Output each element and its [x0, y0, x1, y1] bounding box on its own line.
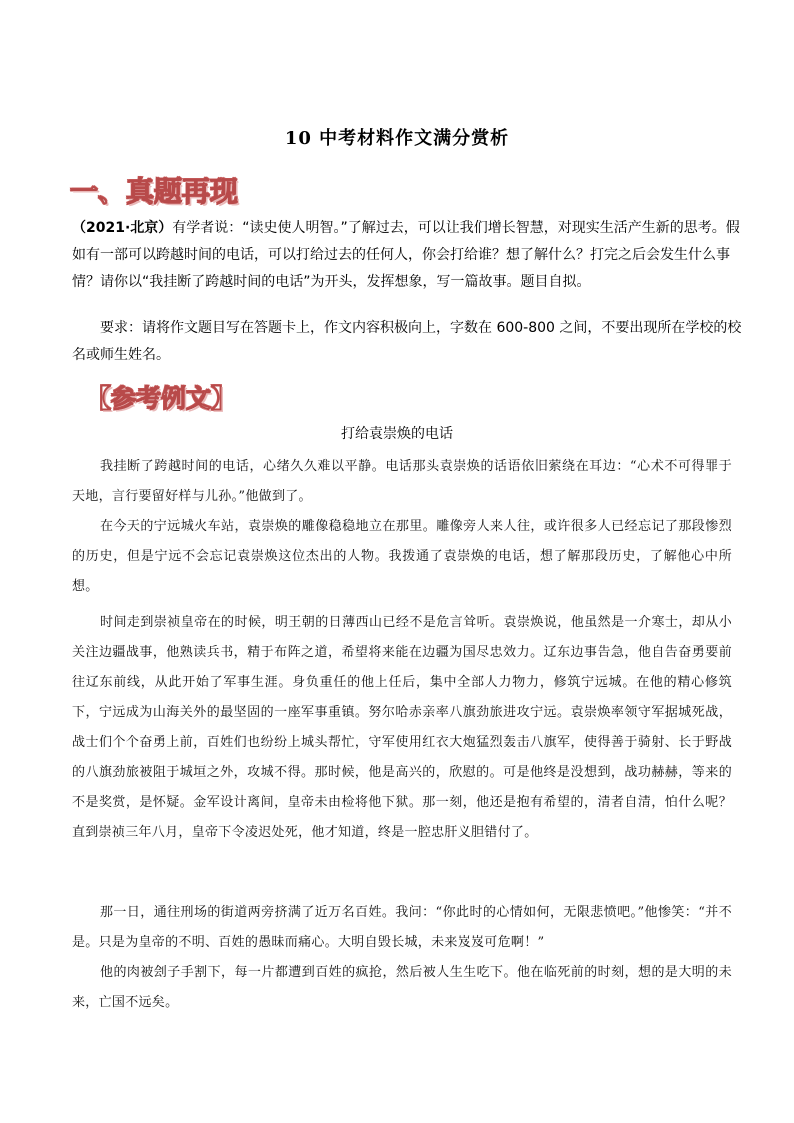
- essay-paragraph-2: 在今天的宁远城火车站，袁崇焕的雕像稳稳地立在那里。雕像旁人来人往，或许很多人已经忘记了那段惨烈的历史，但是宁远不会忘记袁崇焕这位杰出的人物。我拨通了袁崇焕的电话，想了解那段历史，了解他心中所想。: [72, 519, 732, 594]
- prompt-paragraph: [72, 215, 748, 296]
- reference-heading: 【参考例文】: [86, 384, 237, 413]
- essay-paragraph-1: 我挂断了跨越时间的电话，心绪久久难以平静。电话那头袁崇焕的话语依旧萦绕在耳边：“心术不可得罪于天地，言行要留好样与儿孙。”他做到了。: [72, 459, 732, 504]
- prompt-source: （2021·北京）: [72, 220, 173, 236]
- prompt-requirement: 要求：请将作文题目写在答题卡上，作文内容积极向上，字数在 600-800 之间，不要出现所在学校的校名或师生姓名。: [72, 320, 742, 363]
- section-heading: 一、真题再现: [70, 175, 239, 208]
- essay-paragraph-5: 他的肉被刽子手割下，每一片都遭到百姓的疯抢，然后被人生生吃下。他在临死前的时刻，想的是大明的未来，亡国不远矣。: [72, 965, 732, 1010]
- essay-paragraph-3: 时间走到崇祯皇帝在的时候，明王朝的日薄西山已经不是危言耸听。袁崇焕说，他虽然是一介寒士，却从小关注边疆战事，他熟读兵书，精于布阵之道，希望将来能在边疆为国尽忠效力。辽东边事告急，他自告奋勇要前往辽东前线，从此开始了军事生涯。身负重任的他上任后，集中全部人力物力，修筑宁远城。在他的精心修筑下，宁远成为山海关外的最坚固的一座军事重镇。努尔哈赤亲率八旗劲旅进攻宁远。袁崇焕率领守军据城死战，战士们个个奋勇上前，百姓们也纷纷上城头帮忙，守军使用红衣大炮猛烈轰击八旗军，使得善于骑射、长于野战的八旗劲旅被阻于城垣之外，攻城不得。那时候，他是高兴的，欣慰的。可是他终是没想到，战功赫赫，等来的不是奖赏，是怀疑。金军设计离间，皇帝未由检将他下狱。那一刻，他还是抱有希望的，清者自清，怕什么呢？直到崇祯三年八月，皇帝下令凌迟处死，他才知道，终是一腔忠肝义胆错付了。: [72, 615, 732, 840]
- prompt-text: 有学者说：“读史使人明智。”了解过去，可以让我们增长智慧，对现实生活产生新的思考。假如有一部可以跨越时间的电话，可以打给过去的任何人，你会打给谁？想了解什么？打完之后会发生什么事情？请你以“我挂断了跨越时间的电话”为开头，发挥想象，写一篇故事。题目自拟。: [72, 220, 740, 290]
- essay-title: 打给袁崇焕的电话: [341, 426, 453, 442]
- page-title: 10 中考材料作文满分赏析: [284, 128, 510, 149]
- essay-paragraph-4: 那一日，通往刑场的街道两旁挤满了近万名百姓。我问：“你此时的心情如何，无限悲愤吧。”他惨笑：“并不是。只是为皇帝的不明、百姓的愚昧而痛心。大明自毁长城，未来岌岌可危啊！”: [72, 905, 732, 950]
